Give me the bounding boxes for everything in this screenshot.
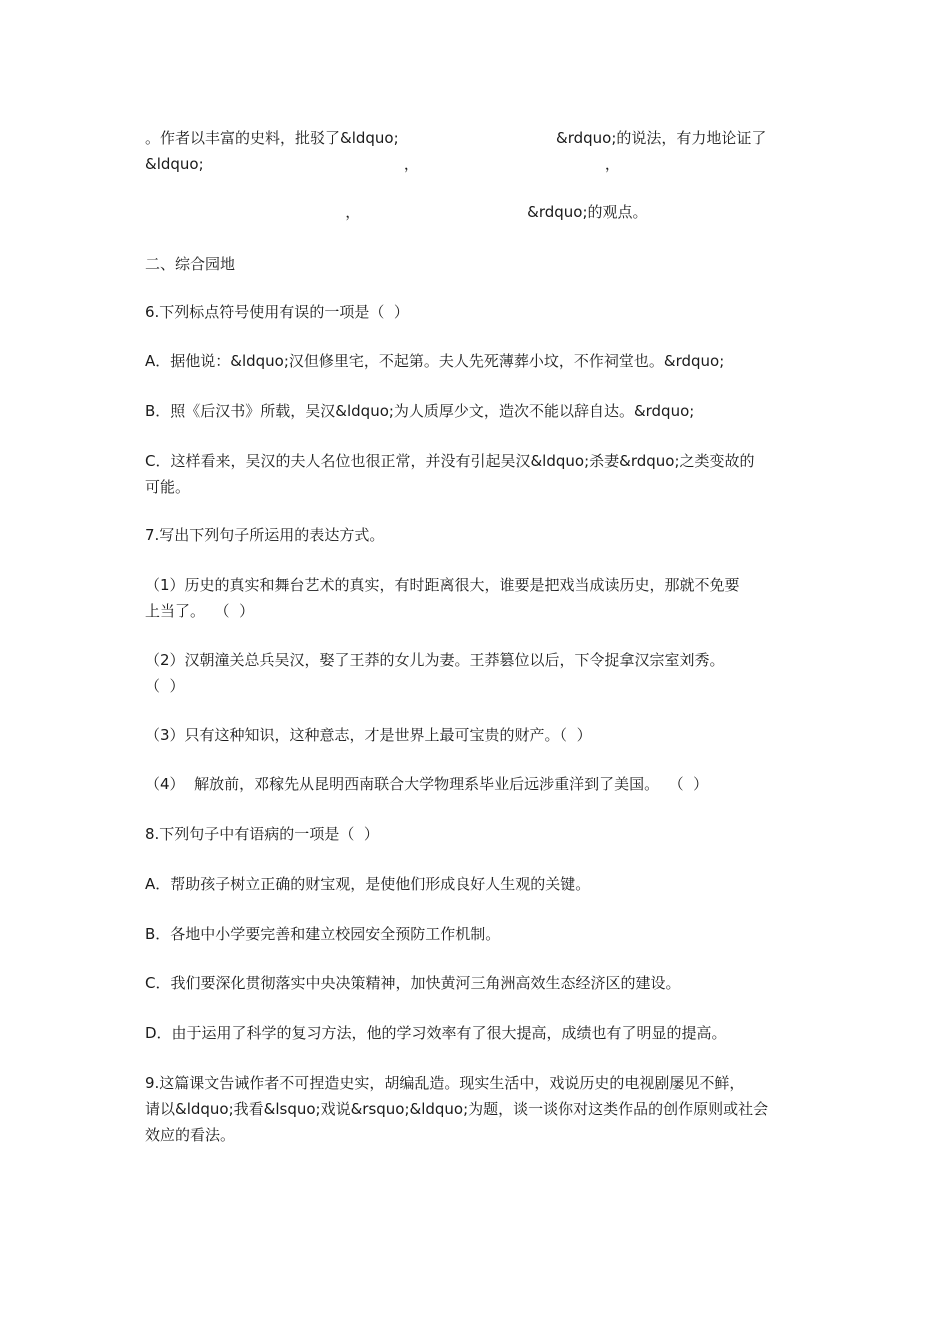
q6-option-a: A．据他说：&ldquo;汉但修里宅，不起第。夫人先死薄葬小坟，不作祠堂也。&rdquo; bbox=[145, 352, 725, 370]
q7-item-2-line-1: （2）汉朝潼关总兵吴汉，娶了王莽的女儿为妻。王莽篡位以后，下令捉拿汉宗室刘秀。 bbox=[145, 651, 725, 669]
q7-item-2-line-2: （ ） bbox=[145, 677, 185, 695]
q7-item-1-line-1: （1）历史的真实和舞台艺术的真实，有时距离很大，谁要是把戏当成读历史，那就不免要 bbox=[145, 576, 740, 594]
q7-item-1-line-2: 上当了。 （ ） bbox=[145, 602, 255, 620]
q7-item-4: （4） 解放前，邓稼先从昆明西南联合大学物理系毕业后远涉重洋到了美国。 （ ） bbox=[145, 775, 709, 793]
section-heading: 二、综合园地 bbox=[145, 255, 236, 273]
q8-option-a: A．帮助孩子树立正确的财宝观，是使他们形成良好人生观的关键。 bbox=[145, 875, 591, 893]
q6-option-c-line-1: C．这样看来，吴汉的夫人名位也很正常，并没有引起吴汉&ldquo;杀妻&rdquo;之类变故的 bbox=[145, 452, 755, 470]
q8-option-d: D．由于运用了科学的复习方法，他的学习效率有了很大提高，成绩也有了明显的提高。 bbox=[145, 1024, 727, 1042]
q7-item-3: （3）只有这种知识，这种意志，才是世界上最可宝贵的财产。（ ） bbox=[145, 726, 592, 744]
intro-line-2: &ldquo; ， ， bbox=[145, 155, 620, 173]
q8-option-b: B．各地中小学要完善和建立校园安全预防工作机制。 bbox=[145, 925, 501, 943]
intro-line-1: 。作者以丰富的史料，批驳了&ldquo; &rdquo;的说法，有力地论证了 bbox=[145, 129, 767, 147]
q6-option-b: B．照《后汉书》所载，吴汉&ldquo;为人质厚少文，造次不能以辞自达。&rdquo; bbox=[145, 402, 695, 420]
intro-line-3: ， &rdquo;的观点。 bbox=[145, 203, 648, 221]
q8-option-c: C．我们要深化贯彻落实中央决策精神，加快黄河三角洲高效生态经济区的建设。 bbox=[145, 974, 681, 992]
q7-stem: 7.写出下列句子所运用的表达方式。 bbox=[145, 526, 385, 544]
q9-line-2: 请以&ldquo;我看&lsquo;戏说&rsquo;&ldquo;为题，谈一谈你对这类作品的创作原则或社会 bbox=[145, 1100, 769, 1118]
q6-stem: 6.下列标点符号使用有误的一项是（ ） bbox=[145, 303, 409, 321]
q9-line-1: 9.这篇课文告诫作者不可捏造史实，胡编乱造。现实生活中，戏说历史的电视剧屡见不鲜， bbox=[145, 1074, 745, 1092]
q6-option-c-line-2: 可能。 bbox=[145, 478, 191, 496]
q8-stem: 8.下列句子中有语病的一项是（ ） bbox=[145, 825, 379, 843]
q9-line-3: 效应的看法。 bbox=[145, 1126, 236, 1144]
